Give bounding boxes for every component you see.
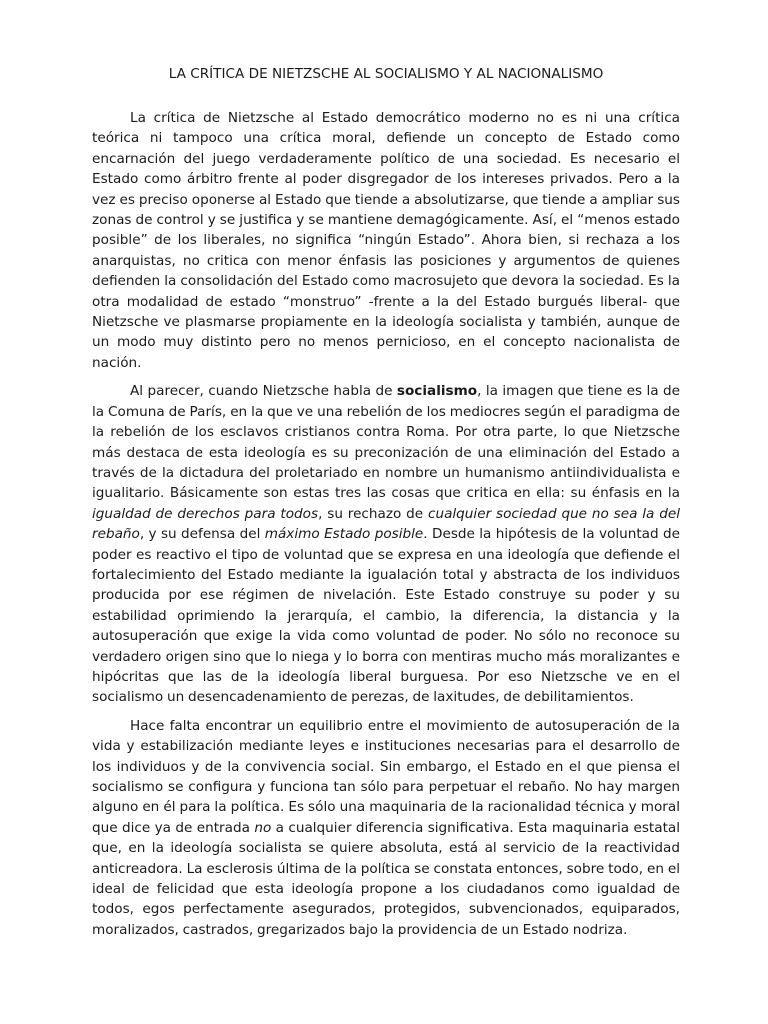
document-title: LA CRÍTICA DE NIETZSCHE AL SOCIALISMO Y AL NACIONALISMO xyxy=(168,66,604,82)
bold-term-socialismo: socialismo xyxy=(396,383,478,400)
paragraph-2-text-d: , su rechazo de xyxy=(318,505,428,522)
paragraph-1 xyxy=(92,108,680,373)
italic-phrase-maximo-estado: máximo Estado posible xyxy=(264,526,424,543)
paragraph-2-text-f: . Desde la hipótesis de la voluntad de poder es reactivo el tipo de voluntad que se expresa en una ideología que defiende el fortalecimiento del Estado mediante la igualación total y abstracta de los individuos producida por ese régimen de nivelación. Este Estado construye su poder y su estabilidad oprimiendo la jerarquía, el cambio, la diferencia, la distancia y la autosuperación que exige la vida como voluntad de poder. No sólo no reconoce su verdadero origen sino que lo niega y lo borra con mentiras mucho más moralizantes e hipócritas que las de la ideología liberal burguesa. Por eso Nietzsche ve en el socialismo un desencadenamiento de perezas, de laxitudes, de debilitamientos. xyxy=(92,526,680,706)
paragraph-1-text: La crítica de Nietzsche al Estado democrático moderno no es ni una crítica teórica ni tampoco una crítica moral, defiende un concepto de Estado como encarnación del juego verdaderamente político de una sociedad. Es necesario el Estado como árbitro frente al poder disgregador de los intereses privados. Pero a la vez es preciso oponerse al Estado que tiende a absolutizarse, que tiende a ampliar sus zonas de control y se justifica y se mantiene demagógicamente. Así, el “menos estado posible” de los liberales, no significa “ningún Estado”. Ahora bien, si rechaza a los anarquistas, no critica con menor énfasis las posiciones y argumentos de quienes defienden la consolidación del Estado como macrosujeto que devora la sociedad. Es la otra modalidad de estado “monstruo” -frente a la del Estado burgués liberal- que Nietzsche ve plasmarse propiamente en la ideología socialista y también, aunque de un modo muy distinto pero no menos pernicioso, en el concepto nacionalista de nación. xyxy=(92,110,680,371)
italic-phrase-igualdad: igualdad de derechos para todos xyxy=(92,505,319,522)
paragraph-2 xyxy=(92,381,680,708)
paragraph-2-text-a: Al parecer, cuando Nietzsche habla de xyxy=(130,383,397,400)
paragraph-2-text-e: , y su defensa del xyxy=(139,526,265,543)
document-page xyxy=(92,64,680,948)
paragraph-3 xyxy=(92,716,680,940)
paragraph-2-text-c: , la imagen que tiene es la de la Comuna de París, en la que ve una rebelión de los mediocres según el paradigma de la rebelión de los esclavos cristianos contra Roma. Por otra parte, lo que Nietzsche más destaca de esta ideología es su preconización de una eliminación del Estado a través de la dictadura del proletariado en nombre un humanismo antiindividualista e igualitario. Básicamente son estas tres las cosas que critica en ella: su énfasis en la xyxy=(92,383,680,502)
paragraph-3-text-b: a cualquier diferencia significativa. Esta maquinaria estatal que, en la ideología socialista se quiere absoluta, está al servicio de la reactividad anticreadora. La esclerosis última de la política se constata entonces, sobre todo, en el ideal de felicidad que esta ideología propone a los ciudadanos como igualdad de todos, egos perfectamente asegurados, protegidos, subvencionados, equiparados, moralizados, castrados, gregarizados bajo la providencia de un Estado nodriza. xyxy=(92,819,681,938)
italic-phrase-rebano: cualquier sociedad que no sea la del rebaño xyxy=(92,505,681,543)
italic-word-no: no xyxy=(254,819,272,836)
paragraph-3-text-a: Hace falta encontrar un equilibrio entre el movimiento de autosuperación de la vida y estabilización mediante leyes e instituciones necesarias para el desarrollo de los individuos y de la convivencia social. Sin embargo, el Estado en el que piensa el socialismo se configura y funciona tan sólo para perpetuar el rebaño. No hay margen alguno en él para la política. Es sólo una maquinaria de la racionalidad técnica y moral que dice ya de entrada xyxy=(92,717,680,836)
